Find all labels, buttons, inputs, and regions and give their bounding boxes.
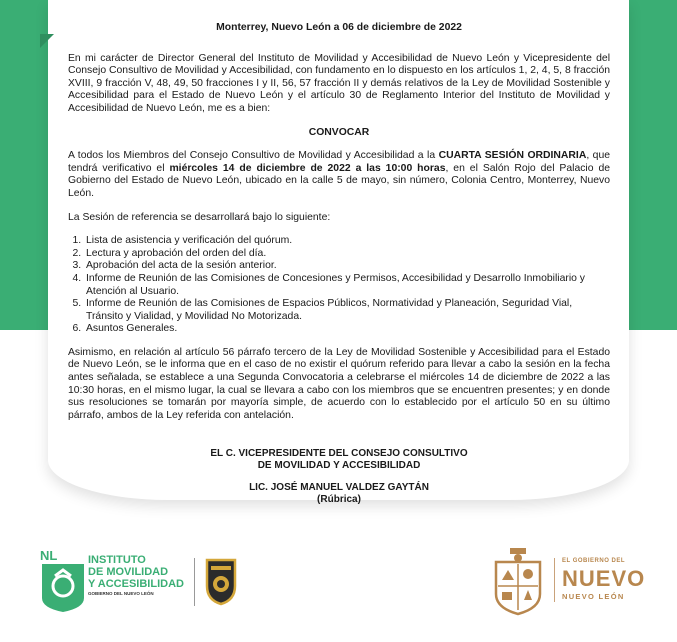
instituto-logo [40, 548, 250, 618]
nl-label: NL [40, 548, 58, 563]
call-paragraph [68, 150, 610, 200]
session-datetime: miércoles 14 de diciembre de 2022 a las 10:00 horas [169, 162, 446, 174]
agenda-list [68, 235, 610, 336]
agenda-item: 4. Informe de Reunión de las Comisiones de Concesiones y Permisos, Accesibilidad y Desarrollo Inmobiliario y Atención al Usuario. [84, 273, 610, 298]
agenda-item: 3. Aprobación del acta de la sesión anterior. [84, 260, 610, 273]
signature-name: LIC. JOSÉ MANUEL VALDEZ GAYTÁN [249, 482, 429, 494]
agenda-item: 6. Asuntos Generales. [84, 323, 610, 336]
signature-title-2: DE MOVILIDAD Y ACCESIBILIDAD [257, 460, 421, 472]
intro-paragraph: En mi carácter de Director General del Instituto de Movilidad y Accesibilidad de Nuevo León y Vicepresidente del Consejo Consultivo de Movilidad y Accesibilidad, con fundamento en lo dispuesto en los artículos 1, 2, 4, 5, 8 fracción XVIII, 9 fracción V, 48, 49, 50 fracciones I y II, 56, 57 fracción II y demás relativos de la Ley de Movilidad Sostenible y Accesibilidad para el Estado de Nuevo León y el artículo 30 de Reglamento Interior del Instituto de Movilidad y Accesibilidad de Nuevo León, me es a bien: [68, 52, 610, 114]
signature-title-1: EL C. VICEPRESIDENTE DEL CONSEJO CONSULTIVO [210, 448, 468, 460]
instituto-subtitle: GOBIERNO DEL NUEVO LEÓN [88, 591, 154, 596]
agenda-item: 2. Lectura y aprobación del orden del día. [84, 248, 610, 261]
call-text-3: , en el Salón Rojo del Palacio de Gobierno del Estado de Nuevo León, ubicado en la calle 5 de mayo, sin número, Colonia Centro, Monterrey, Nuevo León. [68, 162, 611, 199]
convocar-heading: CONVOCAR [308, 126, 370, 138]
session-name: CUARTA SESIÓN ORDINARIA [438, 150, 587, 162]
instituto-line-3: Y ACCESIBILIDAD [88, 578, 184, 590]
gobierno-label-big: NUEVO [562, 566, 646, 591]
police-shield-icon [204, 556, 238, 606]
corner-fold [40, 34, 54, 48]
instituto-name [88, 554, 184, 590]
gobierno-label-sub: NUEVO LEÓN [562, 592, 625, 601]
instituto-line-2: DE MOVILIDAD [88, 566, 169, 578]
agenda-item: 5. Informe de Reunión de las Comisiones de Espacios Públicos, Normatividad y Planeación, Seguridad Vial, Tránsito y Vialidad, y Movilidad No Motorizada. [84, 298, 610, 323]
gobierno-divider [554, 558, 555, 602]
gobierno-logo [488, 544, 648, 616]
instituto-line-1: INSTITUTO [88, 554, 146, 566]
document-date: Monterrey, Nuevo León a 06 de diciembre de 2022 [216, 22, 462, 33]
logo-divider [194, 558, 195, 606]
gobierno-label-small: EL GOBIERNO DEL [562, 558, 626, 564]
signature-block [68, 448, 610, 506]
call-text-1: A todos los Miembros del Consejo Consultivo de Movilidad y Accesibilidad a la [68, 150, 439, 162]
call-text-2: , que tendrá verificativo el [68, 150, 610, 174]
green-band-left [0, 0, 48, 330]
coat-of-arms-icon [488, 544, 548, 616]
document-body [68, 22, 610, 506]
closing-paragraph: Asimismo, en relación al artículo 56 párrafo tercero de la Ley de Movilidad Sostenible y Accesibilidad para el Estado de Nuevo León, se le informa que en el caso de no existir el quórum referido para llevar a cabo la sesión en la fecha antes señalada, se establece a una Segunda Convocatoria a celebrarse el miércoles 14 de diciembre de 2022 a las 10:30 horas, en el mismo lugar, la cual se llevara a cabo con los miembros que se encuentren presentes; y en donde sus resoluciones se tomarán por mayoría simple, de acuerdo con lo establecido por el artículo 50 en su último párrafo, ambos de la Ley referida con antelación. [68, 346, 610, 421]
green-band-right [629, 0, 677, 330]
agenda-item: 1. Lista de asistencia y verificación del quórum. [84, 235, 610, 248]
signature-rubrica: (Rúbrica) [317, 494, 361, 506]
agenda-intro: La Sesión de referencia se desarrollará bajo lo siguiente: [68, 211, 331, 223]
